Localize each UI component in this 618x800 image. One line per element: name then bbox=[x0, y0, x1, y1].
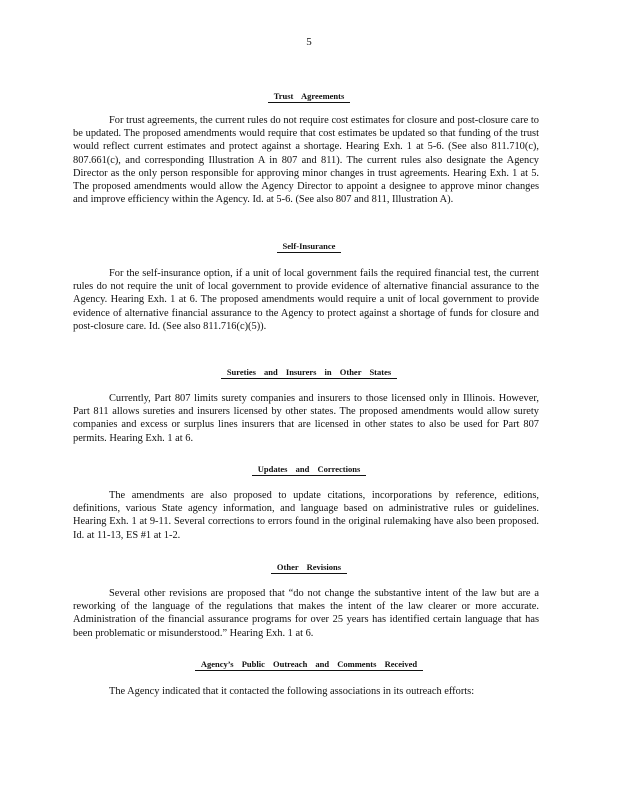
paragraph-trust-agreements: For trust agreements, the current rules do not require cost estimates for closure and post-closure care to be updated. The proposed amendments would require that cost estimates be updated so that funding of the trust would reflect current estimates and protect against a shortage. Hearing Exh. 1 at 5-6. (See also 811.710(c), 807.661(c), and corresponding Illustration A in 807 and 811). The current rules also designate the Agency Director as the only person responsible for approving minor changes in trust agreements. Hearing Exh. 1 at 5. The proposed amendments would allow the Agency Director to appoint a designee to approve minor changes and improve efficiency within the Agency. Id. at 5-6. (See also 807 and 811, Illustration A). bbox=[73, 115, 539, 206]
heading-text: Trust Agreements bbox=[268, 91, 351, 103]
heading-trust-agreements bbox=[0, 91, 618, 103]
heading-public-outreach bbox=[0, 659, 618, 671]
page-number: 5 bbox=[306, 36, 312, 48]
heading-self-insurance bbox=[0, 241, 618, 253]
heading-text: Sureties and Insurers in Other States bbox=[221, 367, 397, 379]
heading-text: Agency’s Public Outreach and Comments Received bbox=[195, 659, 423, 671]
heading-sureties-insurers bbox=[0, 367, 618, 379]
heading-text: Updates and Corrections bbox=[252, 464, 367, 476]
heading-text: Self-Insurance bbox=[277, 241, 342, 253]
paragraph-sureties-insurers: Currently, Part 807 limits surety companies and insurers to those licensed only in Illinois. However, Part 811 allows sureties and insurers licensed by other states. The proposed amendments would allow surety companies and excess or surplus lines insurers that are licensed in other states to also be used for Part 807 permits. Hearing Exh. 1 at 6. bbox=[73, 393, 539, 444]
paragraph-public-outreach: The Agency indicated that it contacted the following associations in its outreach efforts: bbox=[109, 686, 475, 697]
paragraph-updates-corrections: The amendments are also proposed to update citations, incorporations by reference, editions, definitions, various State agency information, and language based on administrative rules or guidelines. Hearing Exh. 1 at 9-11. Several corrections to errors found in the original rulemaking have also been proposed. Id. at 11-13, ES #1 at 1-2. bbox=[73, 490, 539, 541]
paragraph-other-revisions: Several other revisions are proposed that “do not change the substantive intent of the law but are a reworking of the language of the regulations that makes the intent of the law clearer or more accurate. Administration of the financial assurance programs for over 25 years has identified certain language that has been problematic or misunderstood.” Hearing Exh. 1 at 6. bbox=[73, 588, 539, 639]
heading-text: Other Revisions bbox=[271, 562, 347, 574]
heading-other-revisions bbox=[0, 562, 618, 574]
paragraph-self-insurance: For the self-insurance option, if a unit of local government fails the required financial test, the current rules do not require the unit of local government to provide evidence of alternative financial assurance to the Agency. Hearing Exh. 1 at 6. The proposed amendments would require a unit of local government to provide evidence of alternative financial assurance to the Agency to protect against a shortage of funds for closure and post-closure care. Id. (See also 811.716(c)(5)). bbox=[73, 268, 539, 332]
heading-updates-corrections bbox=[0, 464, 618, 476]
